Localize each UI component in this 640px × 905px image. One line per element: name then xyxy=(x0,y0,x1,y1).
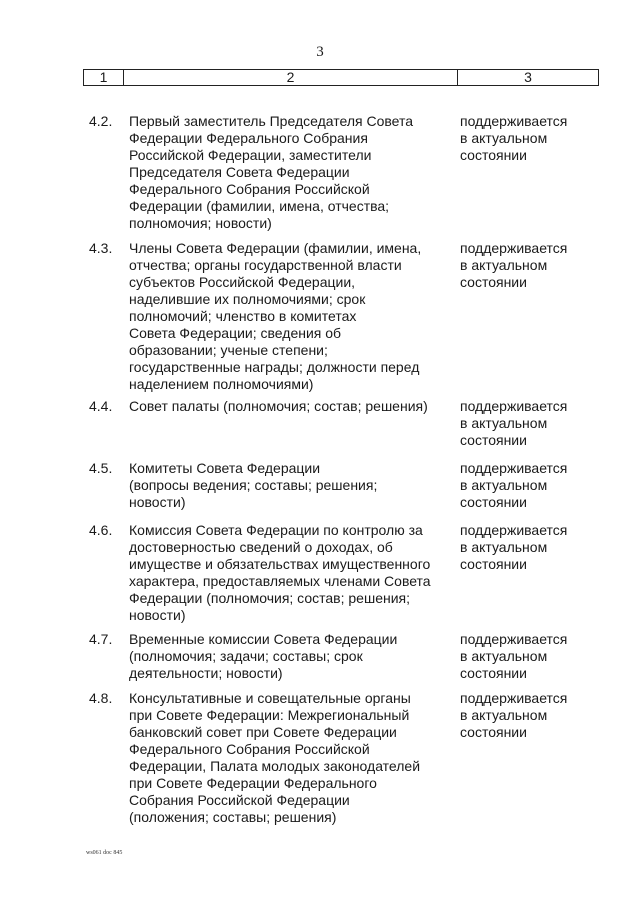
row-number: 4.5. xyxy=(89,460,113,476)
row-number: 4.2. xyxy=(89,113,113,129)
row-number: 4.6. xyxy=(89,522,113,538)
footer-file-reference: ws061 doc 845 xyxy=(86,850,123,856)
row-number: 4.7. xyxy=(89,631,113,647)
row-number: 4.4. xyxy=(89,398,113,414)
column-header-row xyxy=(83,69,599,86)
table-row xyxy=(0,113,640,240)
row-description: Временные комиссии Совета Федерации (полномочия; задачи; составы; срок деятельности; новости) xyxy=(129,631,398,681)
row-status: поддерживается в актуальном состоянии xyxy=(460,113,568,163)
table-row xyxy=(0,631,640,690)
row-status: поддерживается в актуальном состоянии xyxy=(460,240,568,290)
row-status: поддерживается в актуальном состоянии xyxy=(460,460,568,510)
column-header-1: 1 xyxy=(84,70,124,85)
column-header-3: 3 xyxy=(524,69,532,85)
row-status: поддерживается в актуальном состоянии xyxy=(460,398,568,448)
row-number: 4.3. xyxy=(89,240,113,256)
row-description: Комитеты Совета Федерации (вопросы ведения; составы; решения; новости) xyxy=(129,460,378,510)
table-row xyxy=(0,398,640,460)
table-row xyxy=(0,460,640,522)
row-status: поддерживается в актуальном состоянии xyxy=(460,522,568,572)
row-description: Комиссия Совета Федерации по контролю за достоверностью сведений о доходах, об имуществе и обязательствах имущественного характера, предоставляемых членами Совета Федерации (полномочия; состав; решения; новости) xyxy=(129,522,431,623)
row-description: Первый заместитель Председателя Совета Федерации Федерального Собрания Российской Федерации, заместители Председателя Совета Федерации Федерального Собрания Российской Федерации (фамилии, имена, отчества; полномочия; новости) xyxy=(129,113,413,231)
table-row xyxy=(0,240,640,398)
row-description: Члены Совета Федерации (фамилии, имена, отчества; органы государственной власти субъектов Российской Федерации, наделившие их полномочиями; срок полномочий; членство в комитетах Совета Федерации; сведения об образовании; ученые степени; государственные награды; должности перед наделением полномочиями) xyxy=(129,240,422,392)
row-status: поддерживается в актуальном состоянии xyxy=(460,631,568,681)
column-header-2: 2 xyxy=(124,70,458,85)
row-description: Консультативные и совещательные органы при Совете Федерации: Межрегиональный банковский совет при Совете Федерации Федерального Собрания Российской Федерации, Палата молодых законодателей при Совете Федерации Федерального Собрания Российской Федерации (положения; составы; решения) xyxy=(129,690,421,825)
row-number: 4.8. xyxy=(89,690,113,706)
page-number: 3 xyxy=(316,44,324,60)
row-description: Совет палаты (полномочия; состав; решения) xyxy=(129,398,428,414)
row-status: поддерживается в актуальном состоянии xyxy=(460,690,568,740)
table-body xyxy=(0,113,640,830)
table-row xyxy=(0,690,640,830)
table-row xyxy=(0,522,640,631)
